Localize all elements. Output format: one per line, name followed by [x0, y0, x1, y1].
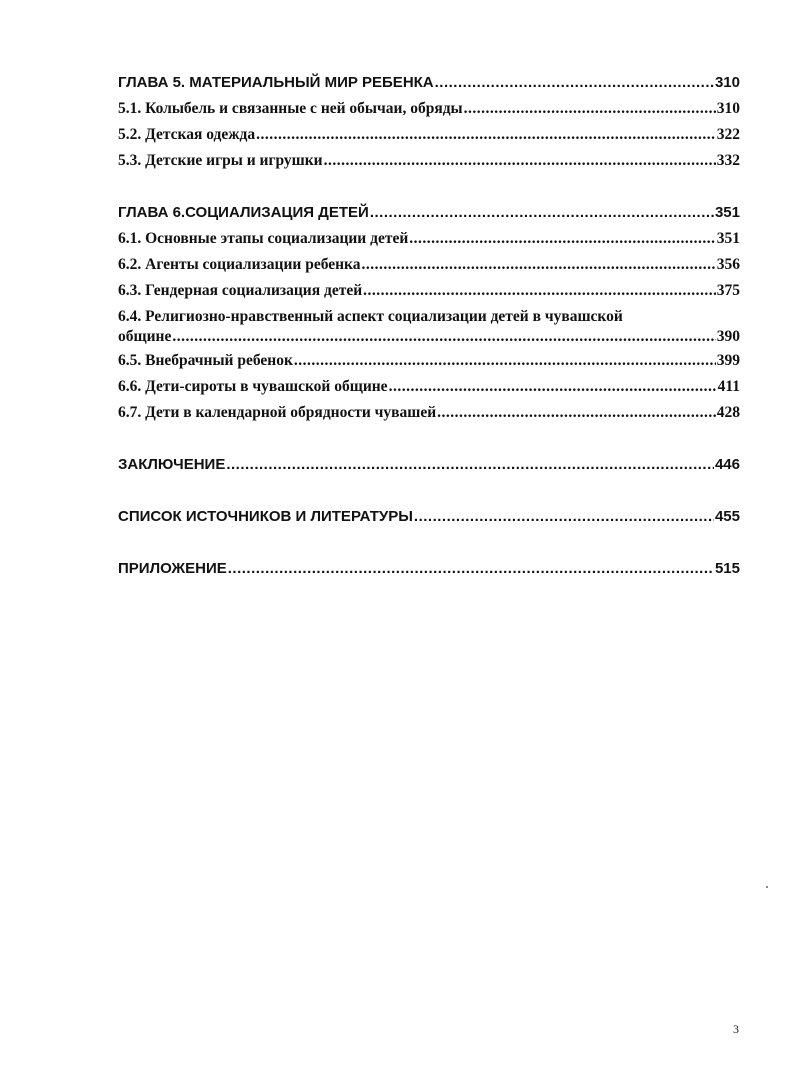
toc-entry-title: 5.1. Колыбель и связанные с ней обычаи, обряды	[118, 100, 463, 117]
toc-entry-title: 6.2. Агенты социализации ребенка	[118, 256, 361, 273]
toc-entry-page: 310	[716, 100, 740, 117]
toc-item-6-4[interactable]	[118, 308, 740, 348]
toc-item-6-2[interactable]	[118, 252, 740, 278]
toc-entry-title: 6.6. Дети-сироты в чувашской общине	[118, 378, 388, 395]
dot-leader	[228, 556, 714, 582]
toc-chapter-6[interactable]	[118, 200, 740, 226]
toc-chapter-5[interactable]	[118, 70, 740, 96]
toc-entry-page: 351	[714, 204, 740, 221]
toc-sources[interactable]	[118, 504, 740, 530]
toc-entry-title: ПРИЛОЖЕНИЕ	[118, 560, 227, 577]
dot-leader	[435, 70, 714, 96]
dot-leader	[256, 122, 716, 148]
dot-leader	[370, 200, 714, 226]
toc-conclusion[interactable]	[118, 452, 740, 478]
toc-entry-page: 375	[716, 282, 740, 299]
scan-speck	[766, 886, 768, 888]
toc-appendix[interactable]	[118, 556, 740, 582]
toc-entry-title-continued: общине	[118, 328, 172, 345]
page-number: 3	[733, 1022, 739, 1036]
toc-entry-title: СПИСОК ИСТОЧНИКОВ И ЛИТЕРАТУРЫ	[118, 508, 413, 525]
toc-entry-page: 310	[714, 74, 740, 91]
toc-entry-page: 455	[714, 508, 740, 525]
toc-entry-title: ЗАКЛЮЧЕНИЕ	[118, 456, 226, 473]
toc-entry-page: 390	[716, 328, 740, 345]
toc-entry-title: ГЛАВА 6.СОЦИАЛИЗАЦИЯ ДЕТЕЙ	[118, 204, 369, 221]
toc-entry-title: 6.1. Основные этапы социализации детей	[118, 230, 409, 247]
toc-entry-title: 6.7. Дети в календарной обрядности чувашей	[118, 404, 437, 421]
toc-item-6-3[interactable]	[118, 278, 740, 304]
toc-item-5-2[interactable]	[118, 122, 740, 148]
dot-leader	[324, 148, 716, 174]
toc-item-5-1[interactable]	[118, 96, 740, 122]
toc-item-6-7[interactable]	[118, 400, 740, 426]
toc-entry-page: 332	[716, 152, 740, 169]
toc-entry-page: 399	[716, 352, 740, 369]
toc-entry-page: 322	[716, 126, 740, 143]
dot-leader	[464, 96, 716, 122]
toc-entry-page: 356	[716, 256, 740, 273]
toc-entry-title: 6.5. Внебрачный ребенок	[118, 352, 293, 369]
dot-leader	[226, 452, 714, 478]
dot-leader	[389, 374, 717, 400]
spacer	[118, 478, 740, 504]
toc-entry-page: 446	[714, 456, 740, 473]
toc-entry-page: 351	[716, 230, 740, 247]
dot-leader	[172, 326, 715, 348]
toc-item-6-5[interactable]	[118, 348, 740, 374]
toc-entry-title: ГЛАВА 5. МАТЕРИАЛЬНЫЙ МИР РЕБЕНКА	[118, 74, 434, 91]
toc-entry-title: 6.4. Религиозно-нравственный аспект социализации детей в чувашской	[118, 308, 623, 325]
dot-leader	[437, 400, 716, 426]
spacer	[118, 530, 740, 556]
dot-leader	[362, 252, 716, 278]
dot-leader	[409, 226, 715, 252]
spacer	[118, 174, 740, 200]
toc-entry-page: 515	[714, 560, 740, 577]
toc-item-6-1[interactable]	[118, 226, 740, 252]
dot-leader	[294, 348, 716, 374]
table-of-contents	[118, 70, 740, 582]
toc-item-5-3[interactable]	[118, 148, 740, 174]
toc-item-6-6[interactable]	[118, 374, 740, 400]
spacer	[118, 426, 740, 452]
toc-entry-title: 5.3. Детские игры и игрушки	[118, 152, 323, 169]
toc-entry-title: 5.2. Детская одежда	[118, 126, 256, 143]
dot-leader	[363, 278, 716, 304]
toc-entry-title: 6.3. Гендерная социализация детей	[118, 282, 363, 299]
toc-entry-page: 411	[717, 378, 740, 395]
dot-leader	[414, 504, 714, 530]
toc-entry-page: 428	[716, 404, 740, 421]
